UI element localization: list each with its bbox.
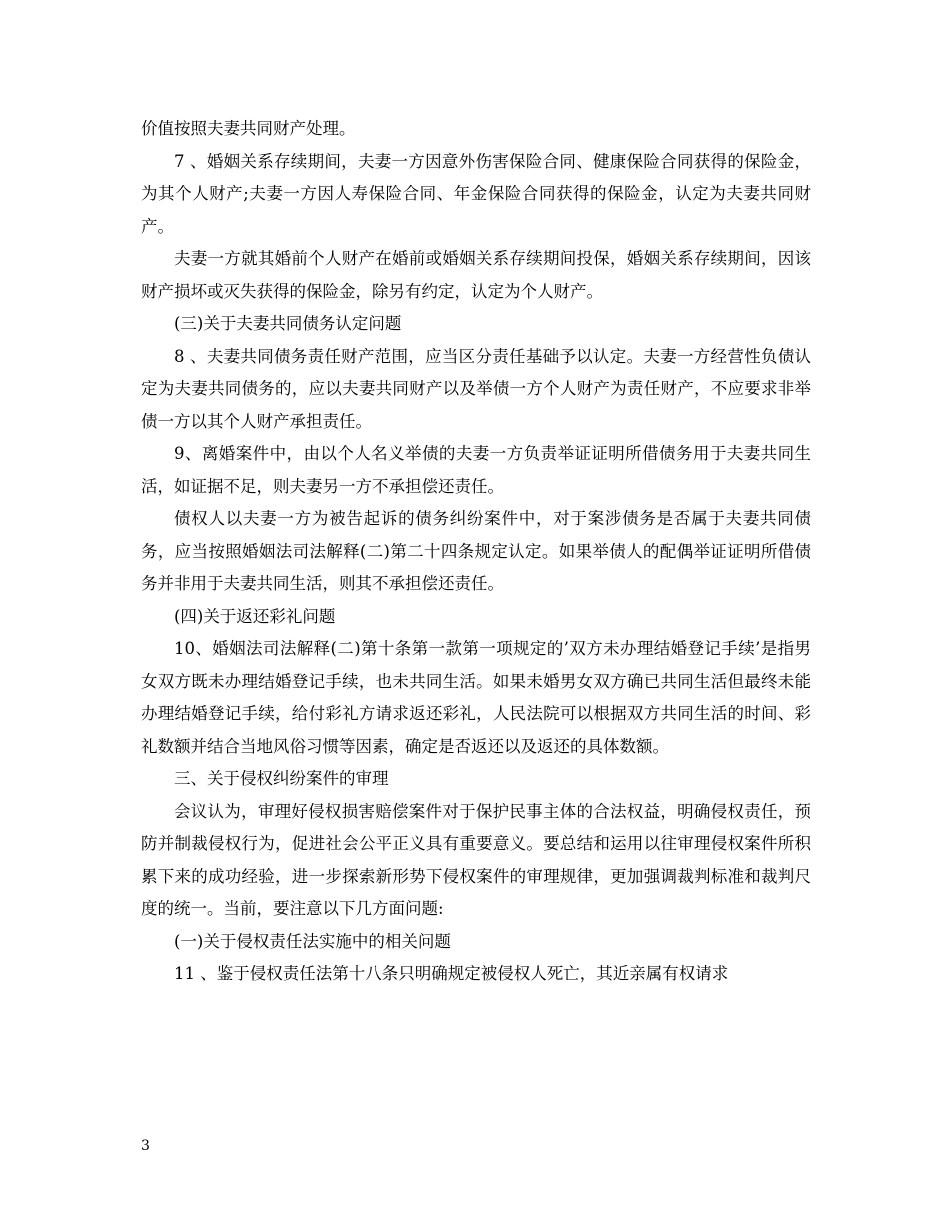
section-heading-joint-debt: (三)关于夫妻共同债务认定问题 <box>174 314 402 333</box>
section-heading-tort-law: (一)关于侵权责任法实施中的相关问题 <box>174 931 451 951</box>
paragraph-item-8: 8 、夫妻共同债务责任财产范围，应当区分责任基础予以认定。夫妻一方经营性负债认定为夫妻共同债务的，应以夫妻共同财产以及举债一方个人财产为责任财产，不应要求非举债一方以其个人财产承担责任。 <box>141 346 811 431</box>
paragraph-insurance-premarital: 夫妻一方就其婚前个人财产在婚前或婚姻关系存续期间投保，婚姻关系存续期间，因该财产损坏或灭失获得的保险金，除另有约定，认定为个人财产。 <box>141 249 811 301</box>
paragraph-item-10: 10、婚姻法司法解释(二)第十条第一款第一项规定的’双方未办理结婚登记手续’是指男女双方既未办理结婚登记手续，也未共同生活。如果未婚男女双方确已共同生活但最终未能办理结婚登记手续，给付彩礼方请求返还彩礼，人民法院可以根据双方共同生活的时间、彩礼数额并结合当地风俗习惯等因素，确定是否返还以及返还的具体数额。 <box>141 639 811 756</box>
paragraph-creditor: 债权人以夫妻一方为被告起诉的债务纠纷案件中，对于案涉债务是否属于夫妻共同债务，应当按照婚姻法司法解释(二)第二十四条规定认定。如果举债人的配偶举证证明所借债务并非用于夫妻共同生活，则其不承担偿还责任。 <box>141 509 811 593</box>
page-number: 3 <box>141 1138 150 1154</box>
paragraph-item-7: 7 、婚姻关系存续期间，夫妻一方因意外伤害保险合同、健康保险合同获得的保险金，为其个人财产;夫妻一方因人寿保险合同、年金保险合同获得的保险金，认定为夫妻共同财产。 <box>141 151 811 236</box>
document-body <box>141 113 811 991</box>
paragraph-meeting-view: 会议认为，审理好侵权损害赔偿案件对于保护民事主体的合法权益，明确侵权责任，预防并制裁侵权行为，促进社会公平正义具有重要意义。要总结和运用以往审理侵权案件所积累下来的成功经验，进一步探索新形势下侵权案件的审理规律，更加强调裁判标准和裁判尺度的统一。当前，要注意以下几方面问题: <box>141 801 811 918</box>
paragraph-item-11: 11 、鉴于侵权责任法第十八条只明确规定被侵权人死亡，其近亲属有权请求 <box>174 964 729 983</box>
section-heading-tort-cases: 三、关于侵权纠纷案件的审理 <box>174 769 389 788</box>
paragraph-item-9: 9、离婚案件中，由以个人名义举债的夫妻一方负责举证证明所借债务用于夫妻共同生活，如证据不足，则夫妻另一方不承担偿还责任。 <box>141 444 811 496</box>
paragraph-continuation: 价值按照夫妻共同财产处理。 <box>141 119 356 138</box>
section-heading-bride-price: (四)关于返还彩礼问题 <box>174 606 336 626</box>
